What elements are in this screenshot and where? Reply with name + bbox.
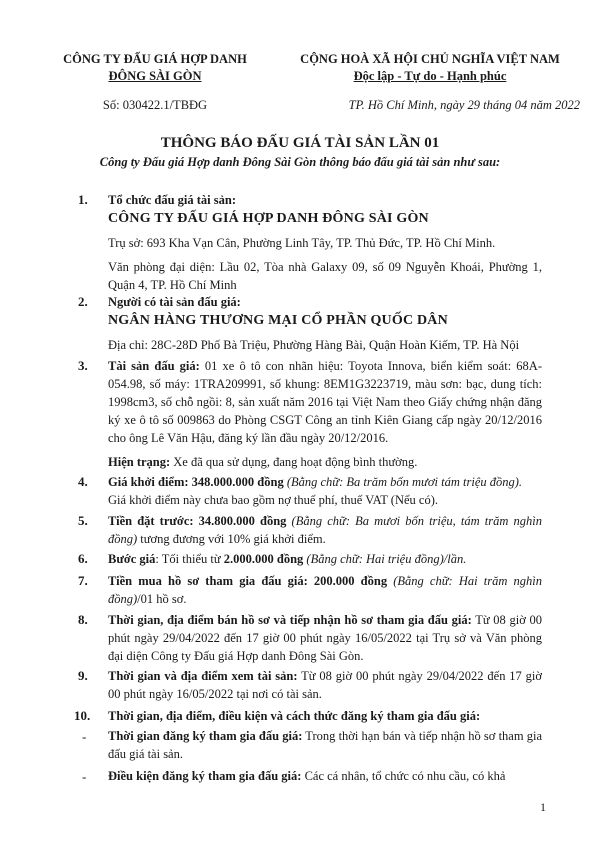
item-viewing-time-place [108, 667, 542, 703]
item-label: Giá khởi điểm: 348.000.000 đồng [108, 475, 284, 489]
owner-address: Địa chỉ: 28C-28D Phố Bà Triệu, Phường Hàng Bài, Quận Hoàn Kiếm, TP. Hà Nội [108, 338, 520, 352]
item-number: 10. [74, 708, 91, 723]
page-number: 1 [540, 800, 546, 814]
registration-time [108, 727, 542, 763]
company-name: CÔNG TY ĐẤU GIÁ HỢP DANH [63, 52, 247, 66]
item-deposit [108, 512, 542, 548]
item-auction-asset [108, 357, 542, 471]
item-bid-step [108, 550, 542, 568]
page-title: THÔNG BÁO ĐẤU GIÁ TÀI SẢN LẦN 01 [160, 135, 440, 151]
starting-price-words: (Bằng chữ: Ba trăm bốn mươi tám triệu đồng). [283, 475, 523, 489]
sub-label: Thời gian đăng ký tham gia đấu giá: [108, 729, 303, 743]
item-label: Tổ chức đấu giá tài sản: [108, 193, 237, 207]
registration-conditions-text: Các cá nhân, tổ chức có nhu cầu, có khả [301, 769, 506, 783]
item-number: 5. [78, 513, 88, 528]
asset-description: 01 xe ô tô con nhãn hiệu: Toyota Innova, biển kiểm soát: 68A-054.98, số máy: 1TRA209991, số khung: 8EM1G3223719, màu sơn: bạc, dung tích: 1998cm3, số chỗ ngồi: 8, sản xuất năm 2016 tại Việt Nam theo Giấy chứng nhận đăng ký xe ô tô số 009863 do Phòng CSGT Công an tỉnh Kiên Giang cấp ngày 20/12/2016 cho ông Lê Văn Hậu, đăng ký lần đầu ngày 20/12/2016. [108, 359, 542, 445]
bullet-dash: - [82, 729, 87, 744]
item-auction-organization [108, 191, 542, 294]
sub-label: Điều kiện đăng ký tham gia đấu giá: [108, 769, 302, 783]
item-label: Tiền mua hồ sơ tham gia đấu giá: 200.000 đồng [108, 574, 388, 588]
registration-conditions [108, 767, 542, 785]
item-number: 9. [78, 668, 88, 683]
organization-office: Văn phòng đại diện: Lầu 02, Tòa nhà Galaxy 09, số 09 Nguyễn Khoái, Phường 1, Quận 4, TP. Hồ Chí Minh [108, 260, 542, 292]
asset-status-text: Xe đã qua sử dụng, đang hoạt động bình thường. [170, 455, 418, 469]
item-number: 3. [78, 358, 88, 373]
item-label: Thời gian, địa điểm bán hồ sơ và tiếp nhận hồ sơ tham gia đấu giá: [108, 613, 472, 627]
starting-price-note: Giá khởi điểm này chưa bao gồm nợ thuế phí, thuế VAT (Nếu có). [108, 493, 439, 507]
item-number: 6. [78, 551, 88, 566]
item-label: Tài sản đấu giá: [108, 359, 200, 373]
item-label: Tiền đặt trước: 34.800.000 đồng [108, 514, 287, 528]
item-label: Bước giá [108, 552, 156, 566]
bid-step-amount: 2.000.000 đồng [223, 552, 304, 566]
item-asset-owner [108, 293, 542, 354]
item-starting-price [108, 473, 542, 509]
item-number: 7. [78, 573, 88, 588]
dossier-fee-unit: /01 hồ sơ. [137, 592, 187, 606]
bid-step-text: : Tối thiểu từ [155, 552, 224, 566]
bullet-dash: - [82, 769, 87, 784]
deposit-words: (Bằng chữ: Ba mươi bốn triệu, tám trăm nghìn đồng) [108, 514, 542, 546]
item-number: 1. [78, 192, 88, 207]
organization-address: Trụ sở: 693 Kha Vạn Cân, Phường Linh Tây, TP. Thủ Đức, TP. Hồ Chí Minh. [108, 236, 496, 250]
organization-name: CÔNG TY ĐẤU GIÁ HỢP DANH ĐÔNG SÀI GÒN [108, 211, 429, 226]
item-dossier-fee [108, 572, 542, 608]
company-name-line2: ĐÔNG SÀI GÒN [108, 69, 202, 83]
item-number: 8. [78, 612, 88, 627]
document-number: Số: 030422.1/TBĐG [102, 98, 208, 112]
bid-step-words: (Bằng chữ: Hai triệu đồng)/lần. [303, 552, 467, 566]
dossier-fee-words: (Bằng chữ: Hai trăm nghìn đồng) [108, 574, 542, 606]
registration-time-text: Trong thời hạn bán và tiếp nhận hồ sơ tham gia đấu giá tài sản. [108, 729, 542, 761]
asset-status-label: Hiện trạng: [108, 455, 171, 469]
viewing-time-text: Từ 08 giờ 00 phút ngày 29/04/2022 đến 17 giờ 00 phút ngày 16/05/2022 tại nơi có tài sản. [108, 669, 542, 701]
national-motto: Độc lập - Tự do - Hạnh phúc [353, 69, 507, 83]
item-label: Người có tài sản đấu giá: [108, 295, 241, 309]
item-number: 2. [78, 294, 88, 309]
page-subtitle: Công ty Đấu giá Hợp danh Đông Sài Gòn thông báo đấu giá tài sản như sau: [99, 155, 501, 169]
national-title: CỘNG HOÀ XÃ HỘI CHỦ NGHĨA VIỆT NAM [300, 52, 560, 66]
item-label: Thời gian, địa điểm, điều kiện và cách thức đăng ký tham gia đấu giá: [108, 709, 481, 723]
dossier-time-text: Từ 08 giờ 00 phút ngày 29/04/2022 đến 17 giờ 00 phút ngày 16/05/2022 tại Trụ sở và Văn phòng đại diện Công ty Đấu giá Hợp danh Đông Sài Gòn. [108, 613, 542, 663]
owner-name: NGÂN HÀNG THƯƠNG MẠI CỔ PHẦN QUỐC DÂN [108, 313, 448, 328]
item-registration [108, 707, 542, 725]
deposit-note: tương đương với 10% giá khởi điểm. [137, 532, 326, 546]
place-date: TP. Hồ Chí Minh, ngày 29 tháng 04 năm 2022 [348, 98, 580, 112]
item-dossier-time-place [108, 611, 542, 665]
item-number: 4. [78, 474, 88, 489]
item-label: Thời gian và địa điểm xem tài sản: [108, 669, 298, 683]
